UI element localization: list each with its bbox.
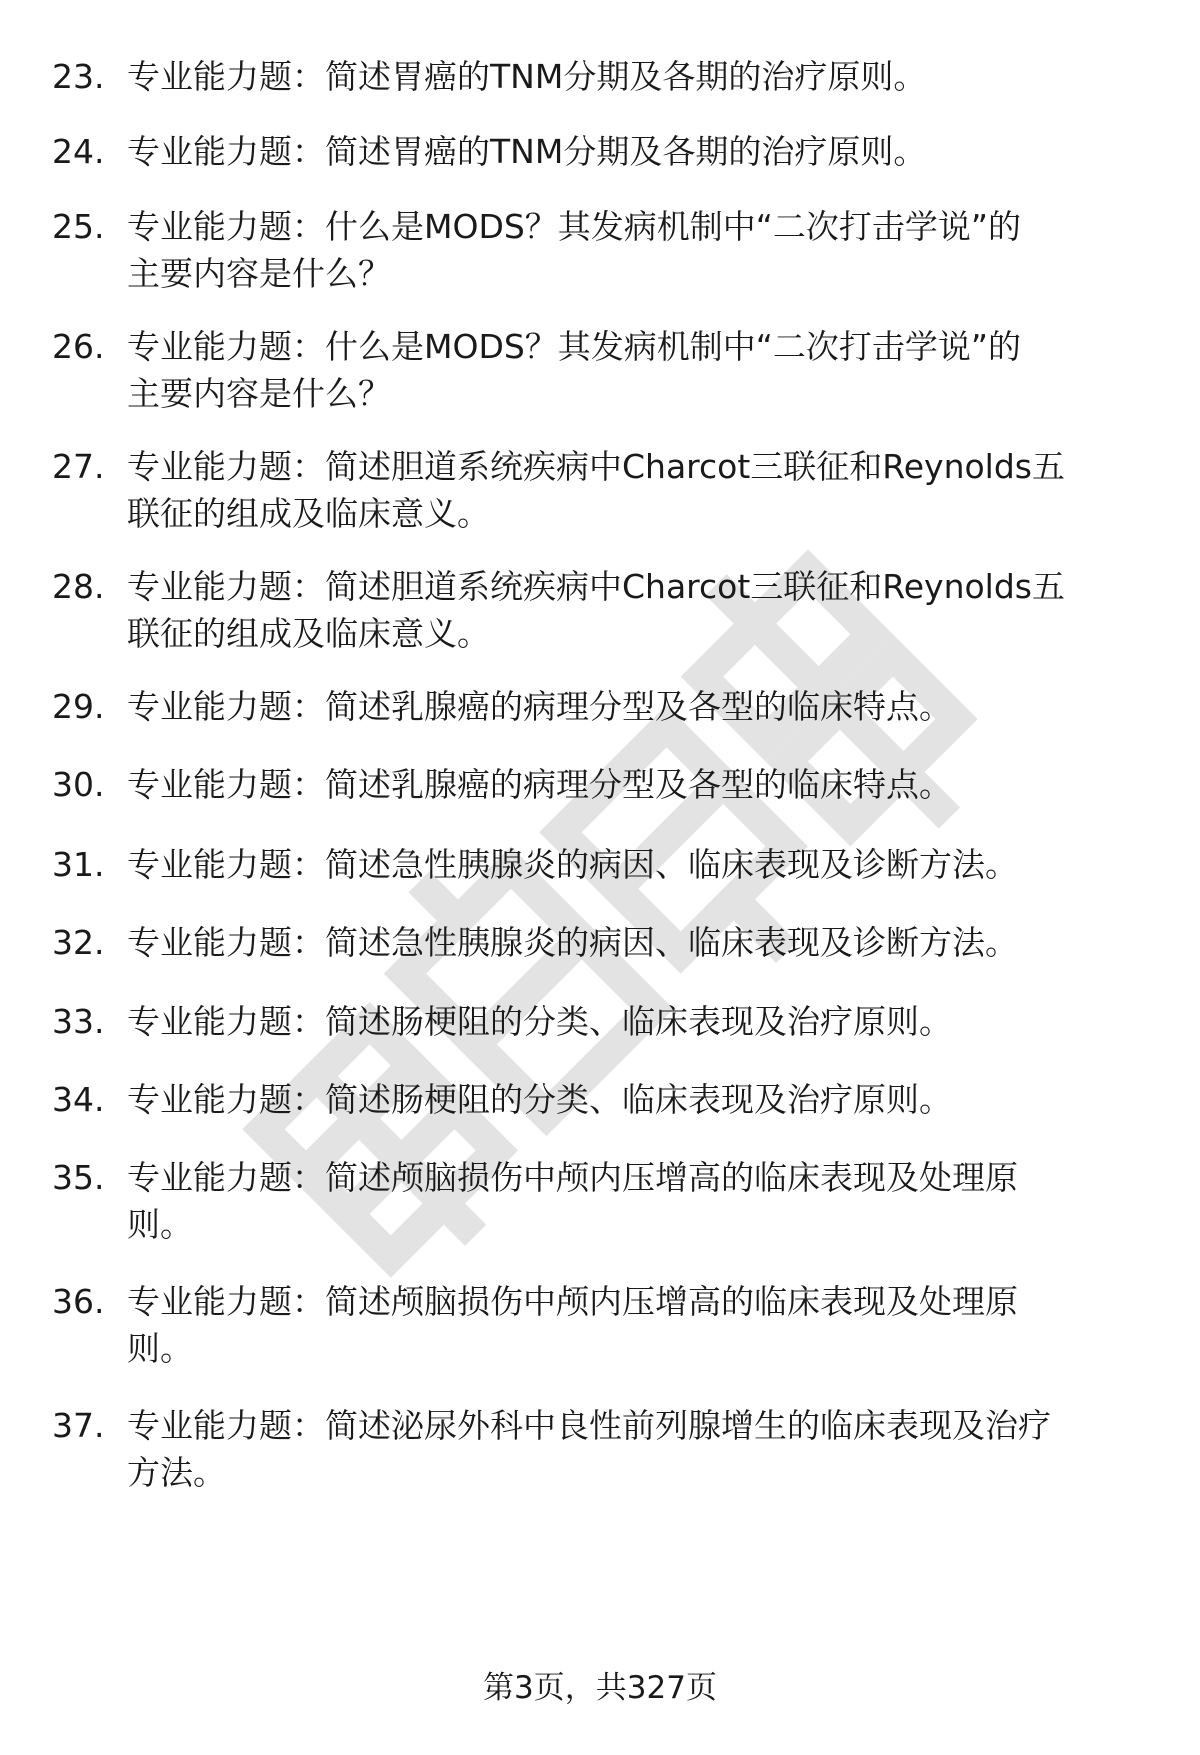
question-text <box>127 445 1065 539</box>
question-text <box>127 763 952 810</box>
question-line: 主要内容是什么？ <box>127 374 391 413</box>
question-number: 27. <box>52 447 105 486</box>
question-number: 29. <box>52 687 105 726</box>
question-line: 专业能力题：简述肠梗阻的分类、临床表现及治疗原则。 <box>127 1080 952 1119</box>
question-text <box>127 55 926 102</box>
question-text <box>127 685 952 732</box>
question-line: 专业能力题：简述肠梗阻的分类、临床表现及治疗原则。 <box>127 1002 952 1041</box>
question-line: 专业能力题：简述乳腺癌的病理分型及各型的临床特点。 <box>127 687 952 726</box>
question-text <box>127 325 1021 419</box>
question-number: 34. <box>52 1080 105 1119</box>
question-line: 专业能力题：简述颅脑损伤中颅内压增高的临床表现及处理原 <box>127 1282 1018 1321</box>
question-number: 25. <box>52 207 105 246</box>
question-text <box>127 1156 1018 1250</box>
question-text <box>127 1404 1051 1498</box>
question-line: 专业能力题：什么是MODS？其发病机制中“二次打击学说”的 <box>127 207 1021 246</box>
question-number: 33. <box>52 1002 105 1041</box>
page-indicator: 第3页，共327页 <box>483 1670 717 1706</box>
question-number: 36. <box>52 1282 105 1321</box>
question-number: 32. <box>52 923 105 962</box>
question-line: 主要内容是什么？ <box>127 254 391 293</box>
question-line: 联征的组成及临床意义。 <box>127 494 490 533</box>
question-number: 23. <box>52 57 105 96</box>
question-line: 联征的组成及临床意义。 <box>127 614 490 653</box>
question-line: 专业能力题：简述胃癌的TNM分期及各期的治疗原则。 <box>127 132 927 171</box>
question-number: 31. <box>52 845 105 884</box>
question-number: 28. <box>52 567 105 606</box>
question-number: 24. <box>52 132 105 171</box>
question-line: 专业能力题：简述急性胰腺炎的病因、临床表现及诊断方法。 <box>127 845 1018 884</box>
question-text <box>127 1000 952 1047</box>
question-line: 专业能力题：简述泌尿外科中良性前列腺增生的临床表现及治疗 <box>127 1406 1051 1445</box>
question-text <box>127 565 1065 659</box>
question-number: 37. <box>52 1406 105 1445</box>
question-line: 专业能力题：简述乳腺癌的病理分型及各型的临床特点。 <box>127 765 952 804</box>
question-line: 专业能力题：简述急性胰腺炎的病因、临床表现及诊断方法。 <box>127 923 1018 962</box>
question-text <box>127 1280 1018 1374</box>
question-text <box>127 921 1018 968</box>
question-text <box>127 205 1021 299</box>
question-line: 专业能力题：简述颅脑损伤中颅内压增高的临床表现及处理原 <box>127 1158 1018 1197</box>
question-number: 35. <box>52 1158 105 1197</box>
question-number: 30. <box>52 765 105 804</box>
page-footer <box>0 1668 1200 1708</box>
question-text <box>127 843 1018 890</box>
question-line: 方法。 <box>127 1453 226 1492</box>
question-text <box>127 1078 952 1125</box>
question-line: 专业能力题：简述胆道系统疾病中Charcot三联征和Reynolds五 <box>127 567 1065 606</box>
question-line: 则。 <box>127 1205 193 1244</box>
question-line: 专业能力题：简述胃癌的TNM分期及各期的治疗原则。 <box>127 57 927 96</box>
question-number: 26. <box>52 327 105 366</box>
question-line: 专业能力题：什么是MODS？其发病机制中“二次打击学说”的 <box>127 327 1021 366</box>
question-line: 则。 <box>127 1329 193 1368</box>
question-text <box>127 130 926 177</box>
question-line: 专业能力题：简述胆道系统疾病中Charcot三联征和Reynolds五 <box>127 447 1065 486</box>
